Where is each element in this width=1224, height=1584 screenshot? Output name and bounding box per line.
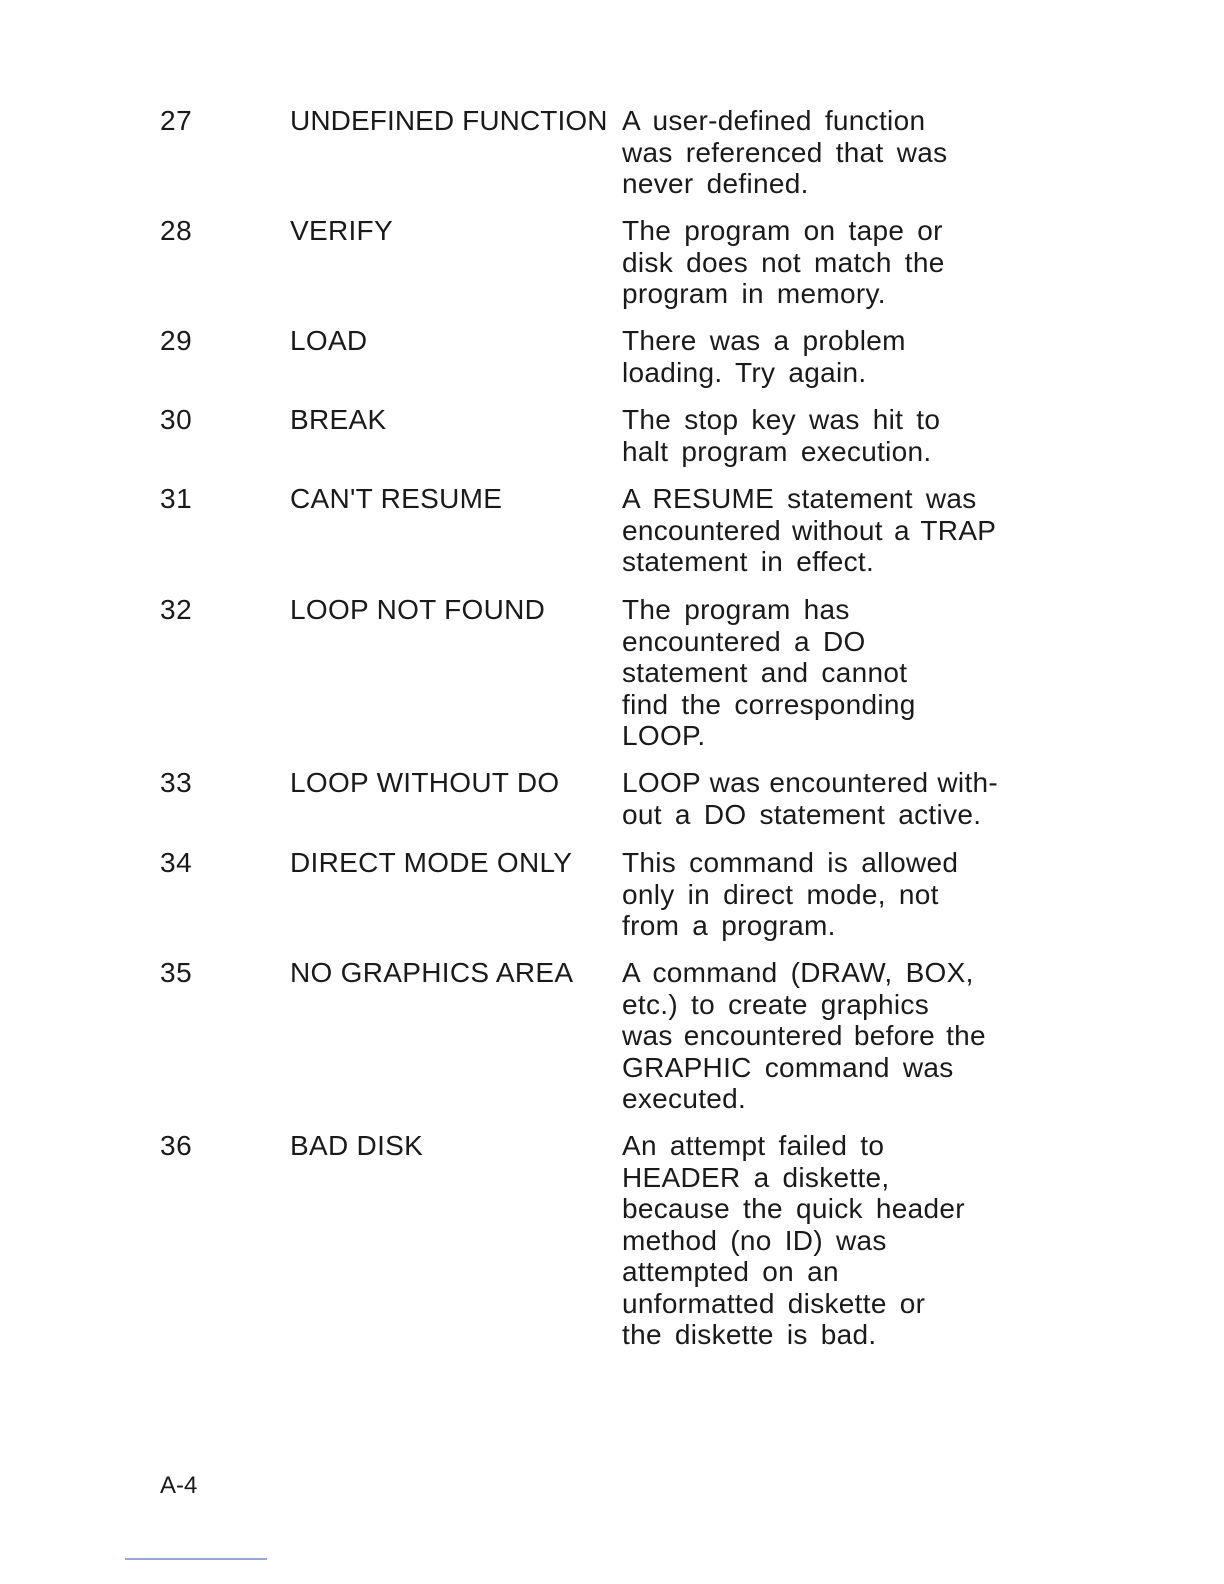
error-code: 31 (160, 483, 193, 514)
error-code: 35 (160, 957, 193, 988)
error-code: 34 (160, 847, 193, 878)
page-number: A-4 (160, 1472, 198, 1499)
description-line: program in memory. (622, 278, 886, 309)
description-line: LOOP was encountered with- (622, 767, 999, 798)
error-description (622, 1130, 1042, 1351)
error-description (622, 957, 1042, 1115)
error-description (622, 594, 1042, 752)
error-name: LOAD (290, 325, 368, 356)
description-line: A RESUME statement was (622, 483, 977, 514)
description-line: unformatted diskette or (622, 1287, 926, 1319)
error-name: DIRECT MODE ONLY (290, 847, 573, 878)
error-description (622, 767, 1042, 830)
error-name: VERIFY (290, 215, 393, 246)
error-description (622, 483, 1042, 578)
description-line: executed. (622, 1083, 747, 1114)
error-name: UNDEFINED FUNCTION (290, 105, 608, 136)
error-code: 28 (160, 215, 193, 246)
error-name: BAD DISK (290, 1130, 424, 1161)
error-name: CAN'T RESUME (290, 483, 503, 514)
description-line: from a program. (622, 910, 836, 941)
footer-rule (125, 1558, 267, 1560)
description-line: An attempt failed to (622, 1130, 885, 1161)
error-name: BREAK (290, 404, 387, 435)
description-line: never defined. (622, 168, 809, 199)
description-line: statement and cannot (622, 657, 908, 688)
error-name: NO GRAPHICS AREA (290, 957, 574, 988)
description-line: encountered a DO (622, 625, 866, 657)
description-line: etc.) to create graphics (622, 988, 929, 1020)
description-line: loading. Try again. (622, 356, 867, 388)
description-line: the diskette is bad. (622, 1319, 877, 1350)
error-description (622, 215, 1042, 310)
description-line: The program has (622, 594, 850, 625)
error-code: 32 (160, 594, 193, 625)
description-line: HEADER a diskette, (622, 1161, 890, 1193)
error-description (622, 325, 1042, 388)
description-line: GRAPHIC command was (622, 1051, 954, 1083)
description-line: LOOP. (622, 720, 706, 751)
description-line: attempted on an (622, 1256, 839, 1287)
error-description (622, 105, 1042, 200)
error-code: 29 (160, 325, 193, 356)
description-line: find the corresponding (622, 688, 916, 720)
description-line: The program on tape or (622, 215, 943, 246)
description-line: encountered without a TRAP (622, 514, 997, 546)
description-line: was referenced that was (622, 136, 948, 168)
description-line: A command (DRAW, BOX, (622, 957, 974, 988)
description-line: method (no ID) was (622, 1224, 887, 1256)
description-line: was encountered before the (622, 1020, 986, 1051)
error-code: 30 (160, 404, 193, 435)
error-code: 33 (160, 767, 193, 798)
description-line: A user-defined function (622, 105, 926, 136)
description-line: only in direct mode, not (622, 878, 939, 910)
error-description (622, 404, 1042, 467)
description-line: halt program execution. (622, 435, 932, 467)
description-line: There was a problem (622, 325, 906, 356)
error-description (622, 847, 1042, 942)
error-name: LOOP WITHOUT DO (290, 767, 560, 798)
description-line: out a DO statement active. (622, 798, 982, 830)
description-line: because the quick header (622, 1193, 965, 1224)
error-code: 36 (160, 1130, 193, 1161)
error-name: LOOP NOT FOUND (290, 594, 546, 625)
description-line: statement in effect. (622, 546, 875, 577)
description-line: The stop key was hit to (622, 404, 941, 435)
description-line: This command is allowed (622, 847, 959, 878)
error-code: 27 (160, 105, 193, 136)
description-line: disk does not match the (622, 246, 945, 278)
